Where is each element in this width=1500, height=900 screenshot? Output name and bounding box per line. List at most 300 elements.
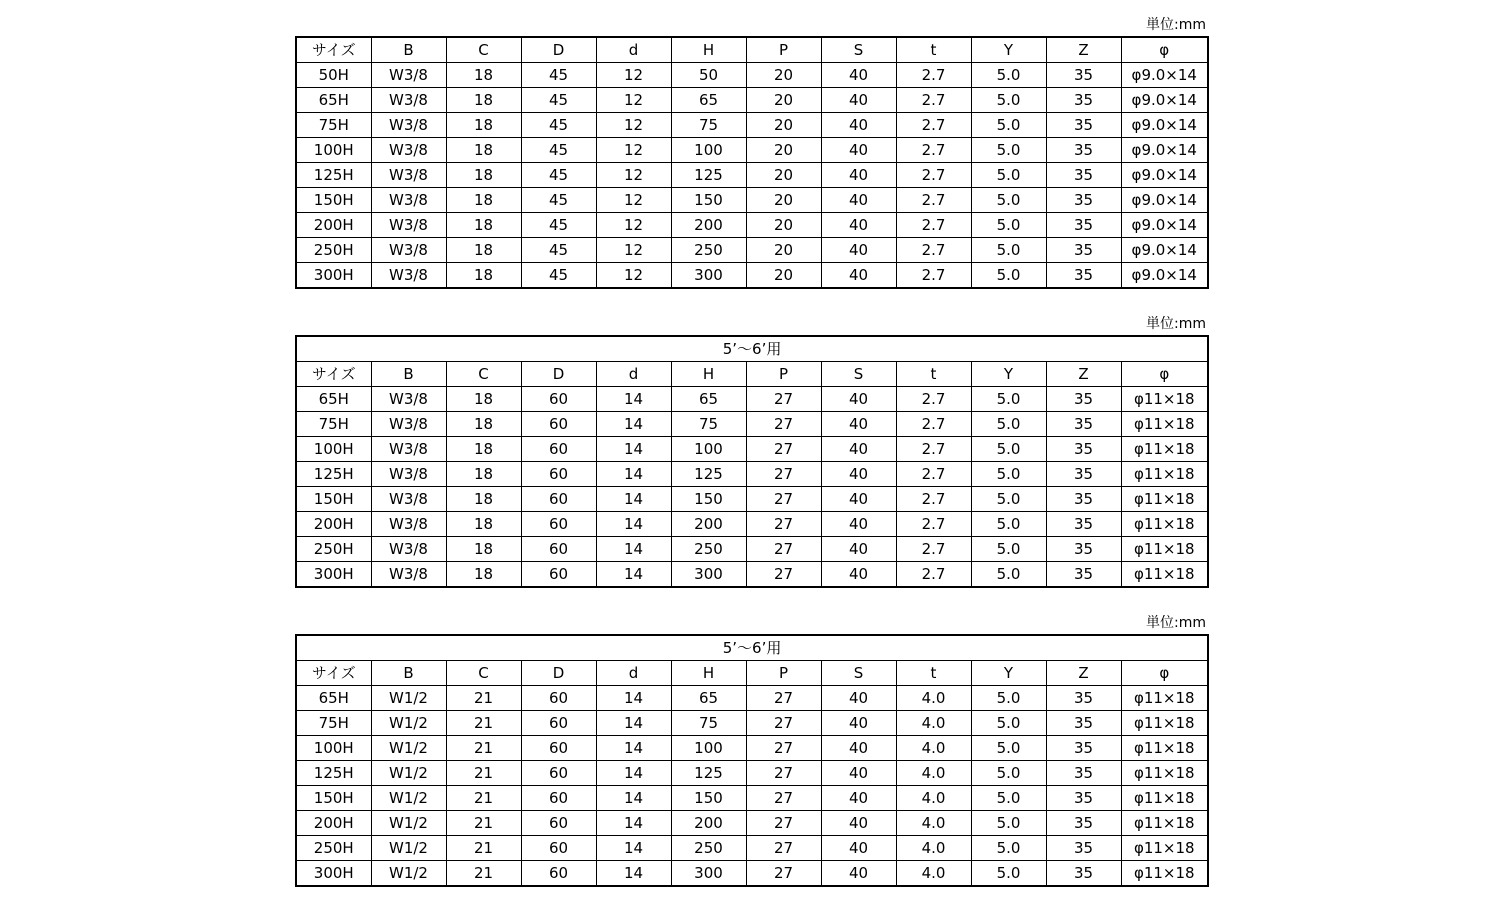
table-cell: 14 <box>596 761 671 786</box>
table-cell: 18 <box>446 63 521 88</box>
table-row <box>296 163 1208 188</box>
table-row <box>296 113 1208 138</box>
table-cell: 40 <box>821 263 896 289</box>
unit-label: 単位:mm <box>1146 615 1206 631</box>
table-row <box>296 462 1208 487</box>
table-cell: W3/8 <box>371 487 446 512</box>
table-cell: 2.7 <box>896 263 971 289</box>
table-row <box>296 562 1208 588</box>
table-cell: 35 <box>1046 138 1121 163</box>
table-cell: 4.0 <box>896 786 971 811</box>
table-cell: 18 <box>446 88 521 113</box>
table-cell: 4.0 <box>896 761 971 786</box>
table-cell: 4.0 <box>896 861 971 887</box>
table-cell: φ11×18 <box>1121 562 1208 588</box>
table-cell: 5.0 <box>971 163 1046 188</box>
table-row <box>296 138 1208 163</box>
table-cell: 2.7 <box>896 138 971 163</box>
table-cell: 14 <box>596 836 671 861</box>
table-cell: 35 <box>1046 836 1121 861</box>
table-cell: 5.0 <box>971 537 1046 562</box>
table-cell: 5.0 <box>971 861 1046 887</box>
table-cell: 27 <box>746 686 821 711</box>
table-cell: 27 <box>746 437 821 462</box>
table-row <box>296 686 1208 711</box>
table-cell: 2.7 <box>896 163 971 188</box>
table-cell: 200H <box>296 213 371 238</box>
table-cell: 20 <box>746 138 821 163</box>
table-cell: 2.7 <box>896 213 971 238</box>
table-cell: 5.0 <box>971 213 1046 238</box>
table-cell: φ9.0×14 <box>1121 213 1208 238</box>
table-cell: 2.7 <box>896 63 971 88</box>
table-cell: 27 <box>746 487 821 512</box>
table-cell: 40 <box>821 138 896 163</box>
table-cell: 35 <box>1046 88 1121 113</box>
table-cell: 5.0 <box>971 188 1046 213</box>
table-cell: 2.7 <box>896 113 971 138</box>
table-cell: 27 <box>746 387 821 412</box>
column-header: t <box>896 37 971 63</box>
table-cell: 5.0 <box>971 562 1046 588</box>
table-cell: 20 <box>746 88 821 113</box>
column-header: D <box>521 661 596 686</box>
table-cell: 45 <box>521 138 596 163</box>
table-cell: 60 <box>521 387 596 412</box>
table-cell: 65 <box>671 88 746 113</box>
table-cell: 2.7 <box>896 462 971 487</box>
column-header: C <box>446 362 521 387</box>
table-cell: 40 <box>821 437 896 462</box>
table-cell: φ9.0×14 <box>1121 113 1208 138</box>
column-header: Y <box>971 37 1046 63</box>
table-caption: 5’～6’用 <box>296 635 1208 661</box>
header-row <box>296 661 1208 686</box>
table-cell: 27 <box>746 462 821 487</box>
table-cell: 65H <box>296 387 371 412</box>
unit-label: 単位:mm <box>1146 17 1206 33</box>
table-cell: 27 <box>746 562 821 588</box>
table-row <box>296 213 1208 238</box>
table-cell: 40 <box>821 736 896 761</box>
table-cell: W1/2 <box>371 686 446 711</box>
table-cell: 35 <box>1046 562 1121 588</box>
table-row <box>296 263 1208 289</box>
table-cell: 20 <box>746 113 821 138</box>
table-cell: 75H <box>296 412 371 437</box>
table-cell: 35 <box>1046 163 1121 188</box>
header-row <box>296 37 1208 63</box>
table-cell: 14 <box>596 512 671 537</box>
table-cell: 100 <box>671 736 746 761</box>
table-cell: W1/2 <box>371 861 446 887</box>
table-cell: 12 <box>596 113 671 138</box>
table-row <box>296 537 1208 562</box>
table-cell: 150 <box>671 188 746 213</box>
table-cell: 150H <box>296 188 371 213</box>
table-cell: 2.7 <box>896 437 971 462</box>
table-cell: 35 <box>1046 736 1121 761</box>
table-cell: 5.0 <box>971 786 1046 811</box>
table-cell: 18 <box>446 437 521 462</box>
table-cell: 35 <box>1046 487 1121 512</box>
table-cell: φ11×18 <box>1121 387 1208 412</box>
table-cell: 4.0 <box>896 836 971 861</box>
table-cell: 14 <box>596 412 671 437</box>
table-cell: 5.0 <box>971 736 1046 761</box>
table-cell: 75 <box>671 412 746 437</box>
table-cell: 18 <box>446 188 521 213</box>
table-row <box>296 786 1208 811</box>
table-cell: φ11×18 <box>1121 437 1208 462</box>
table-cell: 27 <box>746 711 821 736</box>
table-cell: 35 <box>1046 811 1121 836</box>
table-cell: 45 <box>521 263 596 289</box>
table-cell: 40 <box>821 63 896 88</box>
column-header: サイズ <box>296 362 371 387</box>
table-cell: 2.7 <box>896 487 971 512</box>
table-cell: 35 <box>1046 761 1121 786</box>
table-cell: 27 <box>746 761 821 786</box>
table-cell: 65H <box>296 88 371 113</box>
table-cell: φ11×18 <box>1121 686 1208 711</box>
table-cell: 40 <box>821 487 896 512</box>
caption-row <box>296 635 1208 661</box>
table-cell: 300 <box>671 861 746 887</box>
table-cell: 100H <box>296 736 371 761</box>
column-header: Y <box>971 661 1046 686</box>
table-cell: 60 <box>521 761 596 786</box>
table-cell: 45 <box>521 88 596 113</box>
table-cell: 75 <box>671 113 746 138</box>
table-cell: 45 <box>521 213 596 238</box>
table-cell: W3/8 <box>371 437 446 462</box>
table-cell: 40 <box>821 462 896 487</box>
spec-table <box>295 634 1209 887</box>
table-cell: φ9.0×14 <box>1121 263 1208 289</box>
table-cell: 40 <box>821 88 896 113</box>
table-cell: 21 <box>446 736 521 761</box>
table-cell: 250H <box>296 836 371 861</box>
column-header: C <box>446 37 521 63</box>
table-cell: 2.7 <box>896 537 971 562</box>
table-cell: 20 <box>746 213 821 238</box>
table-cell: 60 <box>521 437 596 462</box>
table-cell: 14 <box>596 387 671 412</box>
table-cell: φ9.0×14 <box>1121 238 1208 263</box>
table-cell: W3/8 <box>371 113 446 138</box>
table-cell: 40 <box>821 412 896 437</box>
table-cell: 250 <box>671 836 746 861</box>
column-header: D <box>521 362 596 387</box>
table-cell: W3/8 <box>371 537 446 562</box>
table-cell: 65 <box>671 686 746 711</box>
table-cell: W3/8 <box>371 88 446 113</box>
table-cell: 300H <box>296 263 371 289</box>
table-cell: 12 <box>596 88 671 113</box>
table-cell: 60 <box>521 537 596 562</box>
column-header: S <box>821 362 896 387</box>
column-header: t <box>896 661 971 686</box>
column-header: φ <box>1121 362 1208 387</box>
table-cell: 18 <box>446 462 521 487</box>
table-cell: 65H <box>296 686 371 711</box>
table-cell: 4.0 <box>896 711 971 736</box>
table-row <box>296 811 1208 836</box>
table-cell: 125H <box>296 462 371 487</box>
table-cell: 40 <box>821 537 896 562</box>
table-cell: φ11×18 <box>1121 786 1208 811</box>
table-cell: 60 <box>521 811 596 836</box>
table-cell: 35 <box>1046 686 1121 711</box>
table-cell: 35 <box>1046 113 1121 138</box>
spec-table-block-2 <box>295 313 1207 588</box>
table-cell: W1/2 <box>371 711 446 736</box>
table-cell: 150H <box>296 786 371 811</box>
table-cell: 60 <box>521 736 596 761</box>
table-cell: 300H <box>296 562 371 588</box>
table-caption: 5’～6’用 <box>296 336 1208 362</box>
table-cell: 45 <box>521 113 596 138</box>
table-cell: 100H <box>296 437 371 462</box>
spec-table <box>295 36 1209 289</box>
table-cell: 27 <box>746 836 821 861</box>
table-cell: 27 <box>746 736 821 761</box>
table-cell: 12 <box>596 213 671 238</box>
column-header: H <box>671 362 746 387</box>
table-cell: W3/8 <box>371 263 446 289</box>
table-cell: 21 <box>446 861 521 887</box>
table-cell: W3/8 <box>371 412 446 437</box>
column-header: d <box>596 37 671 63</box>
table-cell: 35 <box>1046 412 1121 437</box>
table-cell: 40 <box>821 512 896 537</box>
table-cell: 250 <box>671 238 746 263</box>
table-row <box>296 836 1208 861</box>
table-cell: 100 <box>671 138 746 163</box>
table-row <box>296 188 1208 213</box>
table-cell: 5.0 <box>971 412 1046 437</box>
table-cell: φ9.0×14 <box>1121 63 1208 88</box>
table-cell: φ9.0×14 <box>1121 88 1208 113</box>
table-cell: 100H <box>296 138 371 163</box>
column-header: d <box>596 362 671 387</box>
table-cell: 35 <box>1046 188 1121 213</box>
table-cell: 5.0 <box>971 437 1046 462</box>
table-cell: 5.0 <box>971 63 1046 88</box>
table-cell: 21 <box>446 786 521 811</box>
table-row <box>296 437 1208 462</box>
table-cell: 5.0 <box>971 836 1046 861</box>
table-cell: 40 <box>821 562 896 588</box>
table-cell: 14 <box>596 786 671 811</box>
table-cell: 125 <box>671 163 746 188</box>
table-cell: 21 <box>446 811 521 836</box>
table-cell: 27 <box>746 786 821 811</box>
column-header: d <box>596 661 671 686</box>
table-cell: 200H <box>296 811 371 836</box>
table-cell: 125 <box>671 761 746 786</box>
table-row <box>296 63 1208 88</box>
table-cell: 2.7 <box>896 412 971 437</box>
table-cell: 40 <box>821 786 896 811</box>
table-cell: 60 <box>521 861 596 887</box>
table-cell: 45 <box>521 188 596 213</box>
table-cell: 40 <box>821 213 896 238</box>
table-cell: 200 <box>671 512 746 537</box>
table-cell: 18 <box>446 138 521 163</box>
table-cell: 200 <box>671 213 746 238</box>
table-cell: 12 <box>596 188 671 213</box>
table-cell: 250H <box>296 238 371 263</box>
table-row <box>296 761 1208 786</box>
table-cell: 12 <box>596 163 671 188</box>
table-cell: 40 <box>821 836 896 861</box>
table-cell: 35 <box>1046 512 1121 537</box>
table-cell: 18 <box>446 263 521 289</box>
table-cell: 100 <box>671 437 746 462</box>
table-cell: 35 <box>1046 437 1121 462</box>
table-cell: φ11×18 <box>1121 412 1208 437</box>
table-cell: 200H <box>296 512 371 537</box>
table-cell: 5.0 <box>971 138 1046 163</box>
table-cell: 18 <box>446 387 521 412</box>
column-header: Z <box>1046 362 1121 387</box>
table-cell: W3/8 <box>371 163 446 188</box>
table-cell: 18 <box>446 213 521 238</box>
table-cell: W3/8 <box>371 238 446 263</box>
table-cell: φ11×18 <box>1121 811 1208 836</box>
table-cell: 20 <box>746 238 821 263</box>
table-row <box>296 736 1208 761</box>
column-header: H <box>671 661 746 686</box>
table-cell: 5.0 <box>971 238 1046 263</box>
column-header: B <box>371 661 446 686</box>
column-header: P <box>746 37 821 63</box>
table-cell: 20 <box>746 263 821 289</box>
column-header: φ <box>1121 661 1208 686</box>
table-cell: 14 <box>596 562 671 588</box>
table-cell: φ11×18 <box>1121 711 1208 736</box>
table-cell: 60 <box>521 512 596 537</box>
table-cell: W1/2 <box>371 736 446 761</box>
table-row <box>296 412 1208 437</box>
table-row <box>296 861 1208 887</box>
table-cell: 40 <box>821 188 896 213</box>
column-header: サイズ <box>296 661 371 686</box>
table-cell: W1/2 <box>371 786 446 811</box>
table-cell: 5.0 <box>971 512 1046 537</box>
table-cell: 21 <box>446 836 521 861</box>
table-cell: 35 <box>1046 537 1121 562</box>
table-row <box>296 88 1208 113</box>
table-cell: 21 <box>446 686 521 711</box>
table-cell: 4.0 <box>896 686 971 711</box>
table-cell: 75H <box>296 711 371 736</box>
table-cell: 14 <box>596 711 671 736</box>
column-header: S <box>821 37 896 63</box>
table-cell: 12 <box>596 263 671 289</box>
table-cell: 5.0 <box>971 462 1046 487</box>
table-cell: 4.0 <box>896 811 971 836</box>
table-cell: 20 <box>746 163 821 188</box>
table-cell: 150 <box>671 786 746 811</box>
header-row <box>296 362 1208 387</box>
table-cell: φ11×18 <box>1121 512 1208 537</box>
column-header: B <box>371 362 446 387</box>
table-cell: 35 <box>1046 786 1121 811</box>
table-cell: 35 <box>1046 238 1121 263</box>
table-cell: 2.7 <box>896 387 971 412</box>
table-cell: W1/2 <box>371 761 446 786</box>
table-cell: W1/2 <box>371 811 446 836</box>
table-cell: 40 <box>821 861 896 887</box>
table-cell: 18 <box>446 163 521 188</box>
column-header: Y <box>971 362 1046 387</box>
table-row <box>296 711 1208 736</box>
column-header: t <box>896 362 971 387</box>
unit-label: 単位:mm <box>1146 316 1206 332</box>
table-cell: 45 <box>521 163 596 188</box>
table-cell: 18 <box>446 562 521 588</box>
table-cell: 18 <box>446 113 521 138</box>
table-cell: 150H <box>296 487 371 512</box>
table-cell: φ11×18 <box>1121 761 1208 786</box>
table-row <box>296 238 1208 263</box>
table-cell: W3/8 <box>371 512 446 537</box>
table-cell: 50H <box>296 63 371 88</box>
table-row <box>296 512 1208 537</box>
table-cell: 18 <box>446 412 521 437</box>
table-cell: 20 <box>746 63 821 88</box>
table-cell: 250H <box>296 537 371 562</box>
column-header: S <box>821 661 896 686</box>
table-cell: φ11×18 <box>1121 736 1208 761</box>
column-header: サイズ <box>296 37 371 63</box>
table-cell: 35 <box>1046 711 1121 736</box>
table-cell: 21 <box>446 761 521 786</box>
table-row <box>296 387 1208 412</box>
table-cell: 21 <box>446 711 521 736</box>
table-cell: W3/8 <box>371 387 446 412</box>
table-cell: 125H <box>296 163 371 188</box>
table-cell: 14 <box>596 487 671 512</box>
table-cell: W3/8 <box>371 462 446 487</box>
table-cell: φ11×18 <box>1121 537 1208 562</box>
table-cell: W1/2 <box>371 836 446 861</box>
table-cell: 150 <box>671 487 746 512</box>
table-cell: φ11×18 <box>1121 861 1208 887</box>
table-cell: 200 <box>671 811 746 836</box>
table-cell: 5.0 <box>971 113 1046 138</box>
table-cell: 40 <box>821 711 896 736</box>
table-cell: 14 <box>596 437 671 462</box>
table-cell: 35 <box>1046 861 1121 887</box>
table-cell: 60 <box>521 562 596 588</box>
table-cell: 2.7 <box>896 188 971 213</box>
table-cell: 5.0 <box>971 487 1046 512</box>
table-cell: 60 <box>521 836 596 861</box>
table-cell: 14 <box>596 462 671 487</box>
table-cell: 60 <box>521 711 596 736</box>
table-cell: φ9.0×14 <box>1121 138 1208 163</box>
table-cell: 40 <box>821 163 896 188</box>
table-cell: 40 <box>821 113 896 138</box>
table-cell: 14 <box>596 736 671 761</box>
table-cell: φ9.0×14 <box>1121 188 1208 213</box>
table-cell: 40 <box>821 811 896 836</box>
column-header: P <box>746 661 821 686</box>
